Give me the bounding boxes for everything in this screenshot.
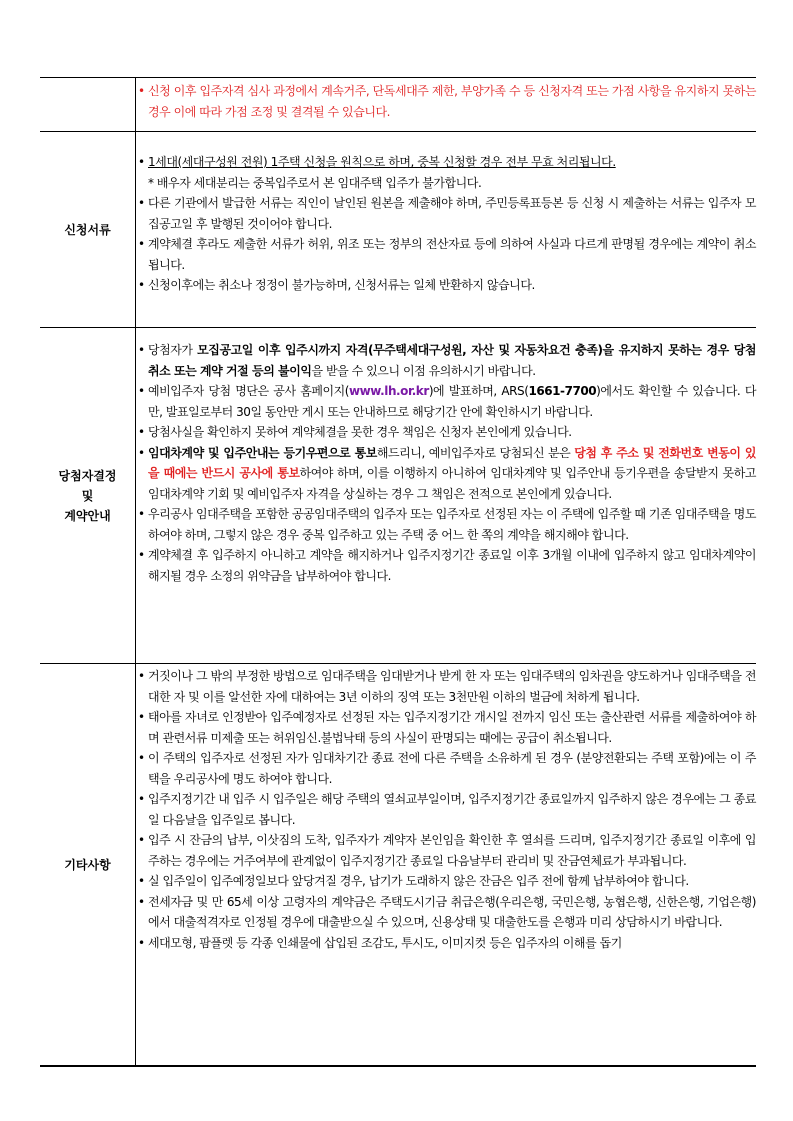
list-item: • 입주지정기간 내 입주 시 입주일은 해당 주택의 열쇠교부일이며, 입주지정기간 종료일까지 입주하지 않은 경우에는 그 종료일 다음날을 입주일로 봅니다. (136, 789, 756, 830)
list-item: • 신청 이후 입주자격 심사 과정에서 계속거주, 단독세대주 제한, 부양가족 수 등 신청자격 또는 가점 사항을 유지하지 못하는 경우 이에 따라 가점 조정 및 결격될 수 있습니다. (136, 81, 756, 122)
table-row (40, 131, 756, 327)
bullet-icon: • (138, 507, 145, 521)
row-label-misc: 기타사항 (40, 664, 136, 1065)
list-item: • 계약체결 후 입주하지 아니하고 계약을 해지하거나 입주지정기간 종료일 이후 3개월 이내에 입주하지 않고 임대차계약이 해지될 경우 소정의 위약금을 납부하여야 합니다. (136, 545, 756, 586)
list-item: • 이 주택의 입주자로 선정된 자가 임대차기간 종료 전에 다른 주택을 소유하게 된 경우 (분양전환되는 주택 포함)에는 이 주택을 우리공사에 명도 하여야 합니다. (136, 748, 756, 789)
list-item: • 세대모형, 팜플렛 등 각종 인쇄물에 삽입된 조감도, 투시도, 이미지컷 등은 입주자의 이해를 돕기 (136, 933, 756, 954)
bullet-icon: • (138, 445, 145, 460)
homepage-link[interactable]: www.lh.or.kr (349, 384, 429, 398)
row-label-application-docs: 신청서류 (40, 132, 136, 327)
list-item: • 입주 시 잔금의 납부, 이삿짐의 도착, 입주자가 계약자 본인임을 확인한 후 열쇠를 드리며, 입주지정기간 종료일 이후에 입주하는 경우에는 거주여부에 관계없이 입주지정기간 종료일 다음날부터 관리비 및 잔금연체료가 부과됩니다. (136, 830, 756, 871)
bullet-icon: • (138, 792, 145, 806)
bullet-icon: • (138, 874, 145, 888)
bullet-icon: • (138, 548, 145, 562)
bullet-icon: • (138, 669, 145, 683)
footnote: * 배우자 세대분리는 중복입주로서 본 임대주택 입주가 불가합니다. (148, 175, 482, 190)
bullet-icon: • (138, 425, 145, 439)
list-item: • 실 입주일이 입주예정일보다 앞당겨질 경우, 납기가 도래하지 않은 잔금은 입주 전에 함께 납부하여야 합니다. (136, 871, 756, 892)
row-content (136, 132, 756, 327)
row-content (136, 78, 756, 131)
bullet-icon: • (138, 196, 145, 210)
list-item: • 계약체결 후라도 제출한 서류가 허위, 위조 또는 정부의 전산자료 등에 의하여 사실과 다르게 판명될 경우에는 계약이 취소됩니다. (136, 234, 756, 275)
row-content (136, 664, 756, 1065)
row-label (40, 78, 136, 131)
bullet-icon: • (138, 710, 145, 724)
list-item: • 전세자금 및 만 65세 이상 고령자의 계약금은 주택도시기금 취급은행(우리은행, 국민은행, 농협은행, 신한은행, 기업은행)에서 대출적격자로 인정될 경우에 대출받으실 수 있으며, 신용상태 및 대출한도를 은행과 미리 상담하시기 바랍니다. (136, 892, 756, 933)
list-item: • 신청이후에는 취소나 정정이 불가능하며, 신청서류는 일체 반환하지 않습니다. (136, 275, 756, 296)
bullet-icon: • (138, 384, 145, 398)
bullet-icon: • (138, 155, 145, 169)
list-item: • 우리공사 임대주택을 포함한 공공임대주택의 입주자 또는 입주자로 선정된 자는 이 주택에 입주할 때 기존 임대주택을 명도하여야 하며, 그렇지 않은 경우 중복 입주하고 있는 주택 중 어느 한 쪽의 계약을 해지해야 합니다. (136, 504, 756, 545)
row-content (136, 328, 756, 663)
list-item: • 태아를 자녀로 인정받아 입주예정자로 선정된 자는 입주지정기간 개시일 전까지 임신 또는 출산관련 서류를 제출하여야 하며 관련서류 미제출 또는 허위임신.불법낙태 등의 사실이 판명되는 때에는 공급이 취소됩니다. (136, 707, 756, 748)
table-row (40, 663, 756, 1067)
list-item: • 예비입주자 당첨 명단은 공사 홈페이지(www.lh.or.kr)에 발표하며, ARS(1661-7700)에서도 확인할 수 있습니다. 다만, 발표일로부터 30일 동안만 게시 또는 안내하므로 해당기간 안에 확인하시기 바랍니다. (136, 381, 756, 422)
list-item: • 임대차계약 및 입주안내는 등기우편으로 통보해드리니, 예비입주자로 당첨되신 분은 당첨 후 주소 및 전화번호 변동이 있을 때에는 반드시 공사에 통보하여야 하며, 이를 이행하지 아니하여 임대차계약 및 입주안내 등기우편을 송달받지 못하고 임대차계약 기회 및 예비입주자 자격을 상실하는 경우 그 책임은 전적으로 본인에게 있습니다. (136, 443, 756, 505)
bullet-icon: • (138, 343, 145, 357)
bullet-icon: • (138, 833, 145, 847)
bullet-icon: • (138, 751, 145, 765)
list-item: • 당첨자가 모집공고일 이후 입주시까지 자격(무주택세대구성원, 자산 및 자동차요건 충족)을 유지하지 못하는 경우 당첨 취소 또는 계약 거절 등의 불이익을 받을 수 있으니 이점 유의하시기 바랍니다. (136, 340, 756, 381)
notice-table (40, 77, 756, 1067)
ars-number: 1661-7700 (528, 384, 597, 398)
list-item: • 거짓이나 그 밖의 부정한 방법으로 임대주택을 임대받거나 받게 한 자 또는 임대주택의 임차권을 양도하거나 임대주택을 전대한 자 및 이를 알선한 자에 대하여는 3년 이하의 징역 또는 3천만원 이하의 벌금에 처하게 됩니다. (136, 666, 756, 707)
row-label-winner-contract: 당첨자결정 및 계약안내 (40, 328, 136, 663)
list-item: • 당첨사실을 확인하지 못하여 계약체결을 못한 경우 책임은 신청자 본인에게 있습니다. (136, 422, 756, 443)
bullet-icon: • (138, 894, 145, 909)
bullet-icon: • (138, 237, 145, 251)
list-item: • 1세대(세대구성원 전원) 1주택 신청을 원칙으로 하며, 중복 신청할 경우 전부 무효 처리됩니다. (136, 152, 756, 173)
table-row (40, 327, 756, 663)
table-row (40, 77, 756, 131)
bullet-icon: • (138, 84, 145, 98)
list-item: • 다른 기관에서 발급한 서류는 직인이 날인된 원본을 제출해야 하며, 주민등록표등본 등 신청 시 제출하는 서류는 입주자 모집공고일 후 발행된 것이어야 합니다. (136, 193, 756, 234)
bullet-icon: • (138, 935, 145, 950)
bullet-icon: • (138, 278, 145, 292)
